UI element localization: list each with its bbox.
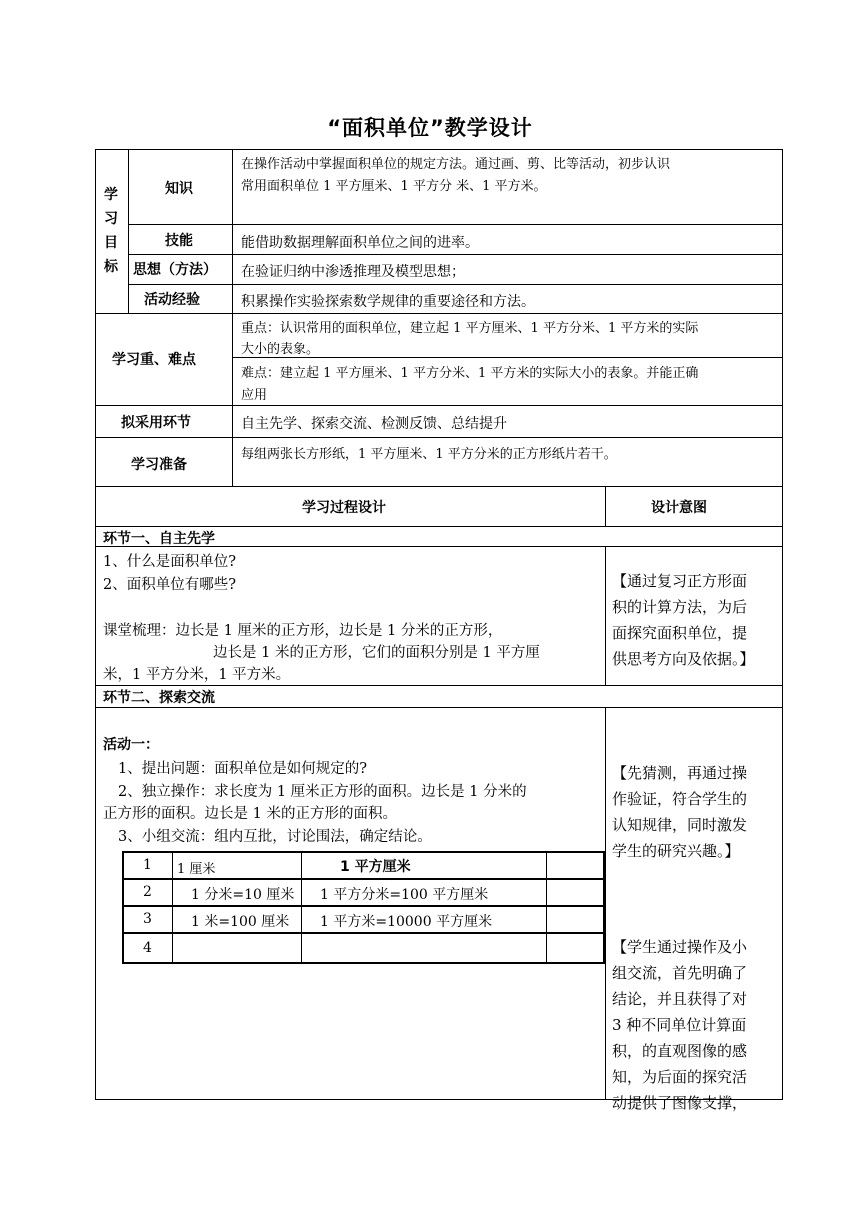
objectives-group-label: 学 习 目 标	[104, 187, 118, 275]
section1-comment: 【通过复习正方形面 积的计算方法，为后 面探究面积单位，提 供思考方向及依据。】	[612, 572, 755, 668]
section1-heading: 环节一、自主先学	[103, 531, 215, 547]
table-row1-area: 1 平方厘米	[340, 859, 411, 875]
section1-question1: 1、什么是面积单位?	[103, 554, 236, 570]
key-points-label: 学习重、难点	[112, 352, 196, 368]
section2-heading: 环节二、探索交流	[103, 690, 215, 706]
experience-text: 积累操作实验探索数学规律的重要途径和方法。	[241, 294, 535, 310]
key-point-line1: 重点：认识常用的面积单位，建立起 1 平方厘米、1 平方分米、1 平方米的实际	[241, 321, 699, 336]
table-row2-length: 1 分米=10 厘米	[191, 887, 295, 903]
preparation-text: 每组两张长方形纸，1 平方厘米、1 平方分米的正方形纸片若干。	[241, 447, 617, 462]
stages-label: 拟采用环节	[121, 415, 191, 431]
process-header: 学习过程设计	[302, 500, 386, 516]
knowledge-label: 知识	[165, 181, 193, 197]
section2-comment2: 【学生通过操作及小 组交流，首先明确了 结论，并且获得了对 3 种不同单位计算面 积，的直观图像的感 知，为后面的探究活 动提供了图像支撑，	[612, 938, 748, 1112]
knowledge-text-line2: 常用面积单位 1 平方厘米、1 平方分 米、1 平方米。	[241, 179, 547, 194]
activity-step1: 1、提出问题：面积单位是如何规定的?	[118, 761, 367, 777]
experience-label: 活动经验	[144, 292, 200, 308]
activity-step2-line1: 2、独立操作：求长度为 1 厘米正方形的面积。边长是 1 分米的	[118, 784, 527, 800]
activity-step3: 3、小组交流：组内互批，讨论围法，确定结论。	[118, 829, 432, 845]
difficult-point-line1: 难点：建立起 1 平方厘米、1 平方分米、1 平方米的实际大小的表象。并能正确	[241, 366, 699, 381]
knowledge-text-line1: 在操作活动中掌握面积单位的规定方法。通过画、剪、比等活动，初步认识	[241, 157, 671, 172]
table-row3-num: 3	[143, 911, 152, 927]
section2-comment1: 【先猜测，再通过操 作验证，符合学生的 认知规律，同时激发 学生的研究兴趣。】	[612, 764, 748, 860]
table-row1-num: 1	[143, 857, 152, 873]
preparation-label: 学习准备	[131, 457, 187, 473]
section1-summary-line2: 边长是 1 米的正方形，它们的面积分别是 1 平方厘	[213, 645, 540, 661]
method-label: 思想（方法）	[133, 262, 217, 278]
intent-header: 设计意图	[651, 500, 707, 516]
method-text: 在验证归纳中渗透推理及模型思想；	[241, 264, 465, 280]
skill-text: 能借助数据理解面积单位之间的进率。	[241, 235, 479, 251]
table-row1-length: 1 厘米	[177, 862, 216, 877]
activity-title: 活动一：	[103, 737, 159, 753]
page-title: “面积单位”教学设计	[327, 116, 533, 140]
table-row2-num: 2	[143, 884, 152, 900]
key-point-line2: 大小的表象。	[241, 342, 320, 357]
section1-summary-line3: 米，1 平方分米，1 平方米。	[103, 667, 291, 683]
stages-text: 自主先学、探索交流、检测反馈、总结提升	[241, 416, 507, 432]
skill-label: 技能	[165, 233, 193, 249]
section1-question2: 2、面积单位有哪些?	[103, 577, 236, 593]
table-row3-length: 1 米=100 厘米	[191, 914, 290, 930]
table-row3-area: 1 平方米=10000 平方厘米	[320, 914, 493, 930]
activity-step2-line2: 正方形的面积。边长是 1 米的正方形的面积。	[103, 806, 397, 822]
table-row4-num: 4	[143, 940, 152, 956]
difficult-point-line2: 应用	[241, 388, 268, 403]
table-row2-area: 1 平方分米=100 平方厘米	[320, 887, 489, 903]
section1-summary-line1: 课堂梳理：边长是 1 厘米的正方形，边长是 1 分米的正方形，	[103, 623, 503, 639]
